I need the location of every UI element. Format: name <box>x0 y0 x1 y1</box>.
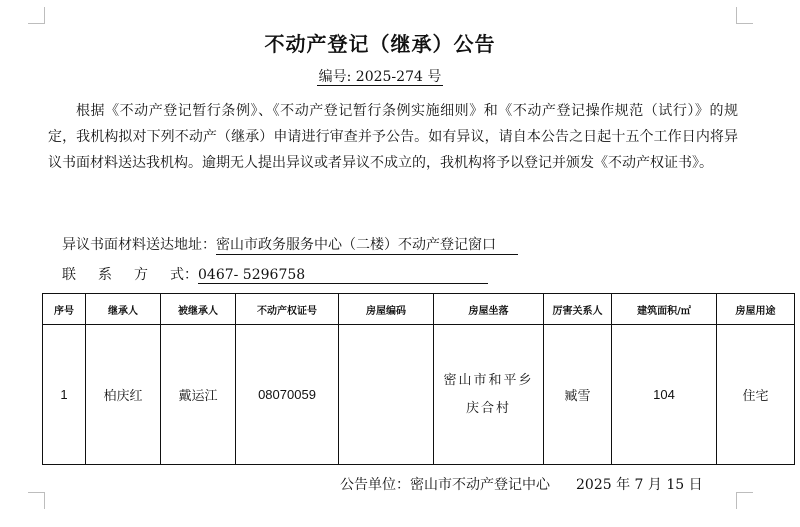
column-header: 房屋编码 <box>339 294 434 325</box>
issuing-unit: 公告单位：密山市不动产登记中心 <box>340 477 550 493</box>
column-header: 被继承人 <box>161 294 236 325</box>
column-header: 不动产权证号 <box>236 294 339 325</box>
objection-address-value: 密山市政务服务中心（二楼）不动产登记窗口 <box>216 234 518 255</box>
contact-field: 联系方式：0467- 5296758 <box>62 264 488 284</box>
cell-house-code <box>339 325 434 465</box>
issue-date: 2025 年 7 月 15 日 <box>576 477 703 493</box>
cell-heir: 柏庆红 <box>86 325 161 465</box>
page-corner-mark <box>28 492 45 509</box>
table-row <box>43 325 795 465</box>
cell-interested-party: 臧雪 <box>544 325 612 465</box>
announcement-paragraph: 根据《不动产登记暂行条例》、《不动产登记暂行条例实施细则》和《不动产登记操作规范（试行）》的规定，我机构拟对下列不动产（继承）申请进行审查并予公告。如有异议，请自本公告之日起十五个工作日内将异议书面材料送达我机构。逾期无人提出异议或者异议不成立的，我机构将予以登记并颁发《不动产权证书》。 <box>48 103 738 171</box>
contact-value: 0467- 5296758 <box>198 267 488 284</box>
column-header: 建筑面积/㎡ <box>612 294 717 325</box>
cell-index: 1 <box>43 325 86 465</box>
page-corner-mark <box>736 492 753 509</box>
column-header: 序号 <box>43 294 86 325</box>
objection-address-label: 异议书面材料送达地址： <box>62 237 216 253</box>
table-header-row <box>43 294 795 325</box>
page-title: 不动产登记（继承）公告 <box>264 32 496 56</box>
announcement-body <box>48 98 738 176</box>
contact-label: 联系方 <box>62 267 170 283</box>
column-header: 房屋坐落 <box>434 294 544 325</box>
page-corner-mark <box>736 7 753 24</box>
document-number-text: 编号: 2025-274 号 <box>318 69 442 85</box>
objection-address-field <box>62 234 518 255</box>
cell-location: 密山市和平乡庆合村 <box>434 325 544 465</box>
page-corner-mark <box>28 7 45 24</box>
document-number <box>0 66 760 86</box>
announcement-footer <box>340 474 703 494</box>
column-header: 继承人 <box>86 294 161 325</box>
contact-label-last: 式 <box>170 267 184 283</box>
cell-decedent: 戴运江 <box>161 325 236 465</box>
cell-area: 104 <box>612 325 717 465</box>
column-header: 房屋用途 <box>717 294 795 325</box>
column-header: 厉害关系人 <box>544 294 612 325</box>
cell-usage: 住宅 <box>717 325 795 465</box>
registration-table <box>42 293 795 465</box>
cell-certificate-number: 08070059 <box>236 325 339 465</box>
